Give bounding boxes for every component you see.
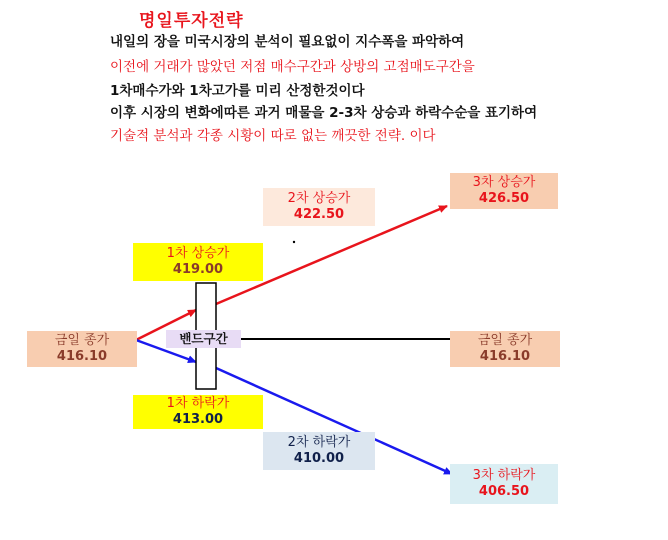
down3-value: 406.50 (478, 484, 530, 499)
down1-label: 1차 하락가 (166, 396, 230, 411)
up3-value: 426.50 (478, 191, 530, 206)
up1-value: 419.00 (172, 262, 224, 277)
dot-mark (293, 241, 295, 243)
down1-box (133, 395, 263, 429)
down2-label: 2차 하락가 (287, 435, 351, 450)
up3-box (450, 173, 558, 209)
up3-label: 3차 상승가 (472, 175, 536, 190)
up1-label: 1차 상승가 (166, 246, 230, 261)
band-label: 밴드구간 (166, 330, 241, 348)
close-right-label: 금일 종가 (477, 333, 533, 348)
up1-box (133, 243, 263, 281)
description-line-2: 이전에 거래가 많았던 저점 매수구간과 상방의 고점매도구간을 (110, 59, 475, 75)
down2-value: 410.00 (293, 451, 345, 466)
up2-label: 2차 상승가 (287, 191, 351, 206)
description-line-5: 기술적 분석과 각종 시황이 따로 없는 깨끗한 전략. 이다 (110, 128, 436, 144)
description-line-1: 내일의 장을 미국시장의 분석이 필요없이 지수폭을 파악하여 (110, 34, 465, 50)
page-title: 명일투자전략 (139, 11, 244, 31)
down3-label: 3차 하락가 (472, 468, 536, 483)
description-line-3: 1차매수가와 1차고가를 미리 산정한것이다 (110, 83, 365, 99)
close-left-label: 금일 종가 (54, 333, 110, 348)
description-line-4: 이후 시장의 변화에따른 과거 매물을 2-3차 상승과 하락수순을 표기하여 (110, 105, 538, 121)
close-right-value: 416.10 (479, 349, 531, 364)
up2-box (263, 188, 375, 226)
close-left-value: 416.10 (56, 349, 108, 364)
down2-box (263, 432, 375, 470)
close-right-box (450, 331, 560, 367)
down1-value: 413.00 (172, 412, 224, 427)
down3-box (450, 464, 558, 504)
up2-value: 422.50 (293, 207, 345, 222)
close-left-box (27, 331, 137, 367)
